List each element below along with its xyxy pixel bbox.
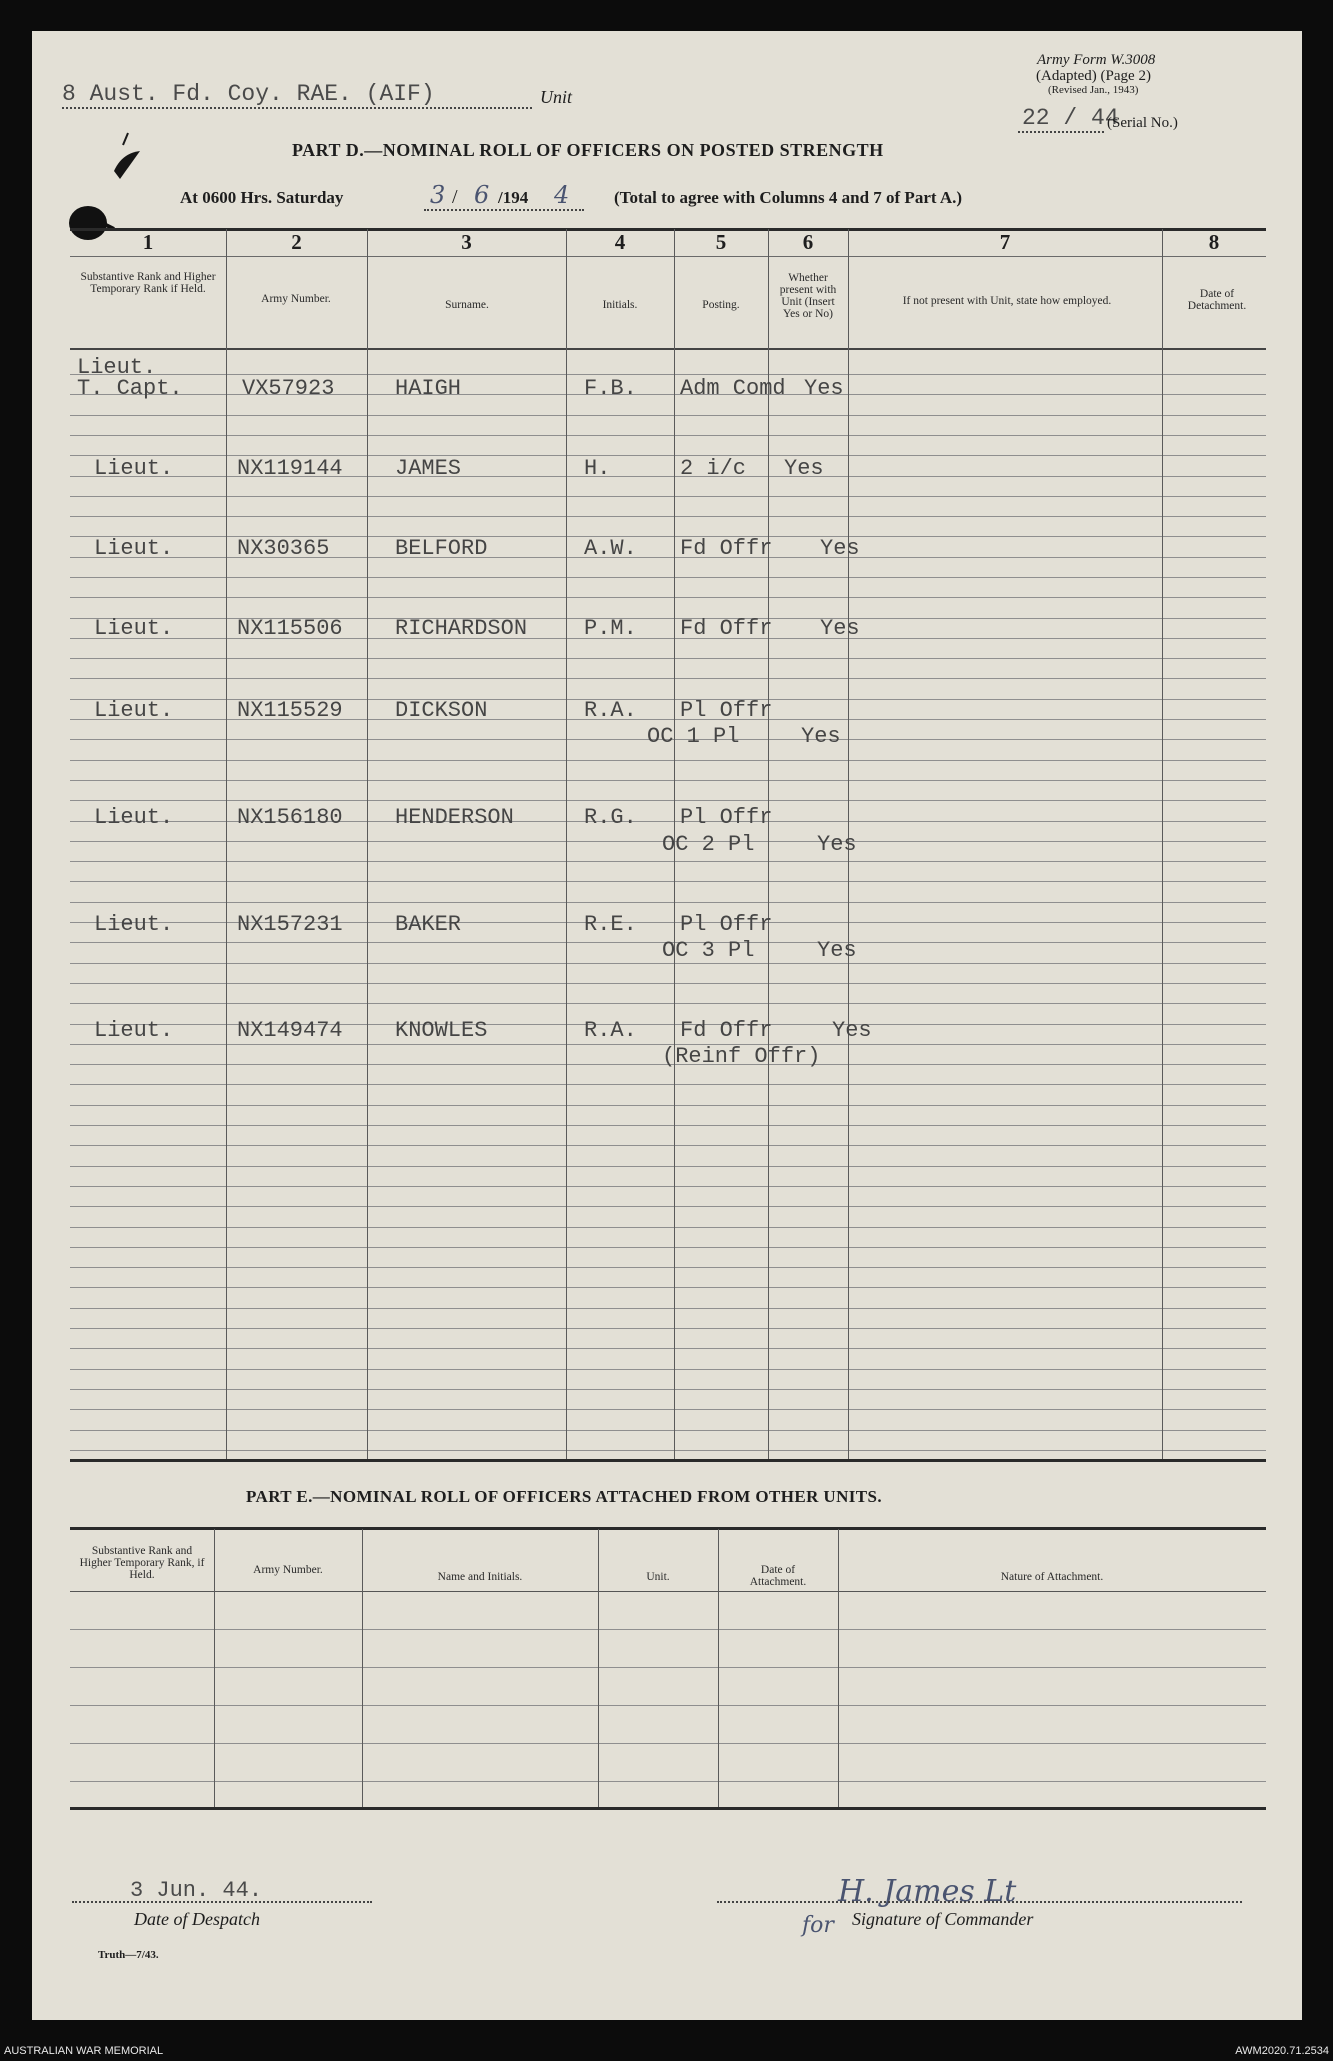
cell-initials: R.G. [584, 805, 637, 830]
col-num-7: 7 [999, 230, 1011, 254]
ruled-line [70, 597, 1266, 598]
part-e-col-sep-b [362, 1529, 363, 1807]
cell-army-number: NX115506 [237, 616, 343, 641]
ruled-line [70, 658, 1266, 659]
col-num-5: 5 [715, 230, 727, 254]
date-year-digit: 4 [554, 181, 570, 209]
part-e-top-rule [70, 1527, 1266, 1530]
cell-posting-detail: (Reinf Offr) [662, 1044, 821, 1069]
ruled-line [70, 1247, 1266, 1248]
cell-rank: Lieut. [94, 805, 174, 830]
cell-initials: P.M. [584, 616, 637, 641]
col-head-surname: Surname. [445, 299, 489, 311]
cell-surname: DICKSON [395, 698, 488, 723]
ruled-line [70, 1743, 1266, 1744]
serial-dotted-line [1018, 131, 1104, 133]
part-d-col-sep-2 [367, 229, 368, 1459]
ruled-line [70, 435, 1266, 436]
cell-rank: Lieut. [94, 536, 174, 561]
ruled-line [70, 1348, 1266, 1349]
ruled-line [70, 496, 1266, 497]
part-d-col-sep-1 [226, 229, 227, 1459]
ruled-line [70, 678, 1266, 679]
date-dotted-line [424, 209, 584, 211]
ruled-line [70, 1369, 1266, 1370]
ruled-line [70, 1629, 1266, 1630]
cell-initials: R.E. [584, 912, 637, 937]
ruled-line [70, 963, 1266, 964]
cell-rank: Lieut. [94, 912, 174, 937]
cell-surname: HENDERSON [395, 805, 514, 830]
ruled-line [70, 1186, 1266, 1187]
ruled-line [70, 780, 1266, 781]
ruled-line [70, 1308, 1266, 1309]
printer-mark: Truth—7/43. [98, 1949, 159, 1961]
part-d-bottom-rule [70, 1459, 1266, 1462]
form-id-line3: (Revised Jan., 1943) [1048, 84, 1139, 96]
part-e-col-rank: Substantive Rank and Higher Temporary Rank, if Held. [79, 1545, 205, 1581]
ruled-line [70, 1003, 1266, 1004]
cell-posting: Fd Offr [680, 1018, 773, 1043]
signature-dotted-line [717, 1901, 1242, 1903]
cell-surname: BAKER [395, 912, 462, 937]
col-num-4: 4 [614, 230, 626, 254]
part-e-col-unit: Unit. [646, 1571, 670, 1583]
cell-surname: BELFORD [395, 536, 488, 561]
serial-value: 22 / 44 [1022, 105, 1119, 131]
unit-dotted-line [62, 107, 532, 109]
cell-posting-detail: OC 1 Pl [647, 724, 740, 749]
cell-posting: Pl Offr [680, 805, 773, 830]
despatch-dotted-line [72, 1901, 372, 1903]
ruled-line [70, 577, 1266, 578]
ruled-line [70, 983, 1266, 984]
cell-posting: Fd Offr [680, 536, 773, 561]
part-e-bottom-rule [70, 1807, 1266, 1810]
cell-present: Yes [804, 376, 844, 401]
footer-left-text: AUSTRALIAN WAR MEMORIAL [4, 2045, 164, 2057]
cell-army-number: NX156180 [237, 805, 343, 830]
cell-initials: A.W. [584, 536, 637, 561]
ruled-line [70, 516, 1266, 517]
ruled-line [70, 861, 1266, 862]
ruled-line [70, 1166, 1266, 1167]
cell-present: Yes [784, 456, 824, 481]
ruled-line [70, 760, 1266, 761]
col-head-rank: Substantive Rank and Higher Temporary Rank if Held. [80, 271, 216, 295]
despatch-label: Date of Despatch [134, 1909, 260, 1929]
col-num-2: 2 [291, 230, 302, 254]
at-line-prefix: At 0600 Hrs. Saturday [180, 188, 344, 207]
cell-posting: Adm Comd [680, 376, 786, 401]
cell-rank-temporary: T. Capt. [77, 376, 183, 401]
ruled-line [70, 415, 1266, 416]
col-head-army-number: Army Number. [261, 293, 331, 305]
cell-surname: RICHARDSON [395, 616, 528, 641]
cell-army-number: NX157231 [237, 912, 343, 937]
unit-label: Unit [540, 87, 573, 107]
cell-present: Yes [820, 616, 860, 641]
cell-surname: HAIGH [395, 376, 462, 401]
part-e-col-sep-c [598, 1529, 599, 1807]
ruled-line [70, 1667, 1266, 1668]
part-e-col-army-number: Army Number. [253, 1564, 323, 1576]
cell-army-number: NX119144 [237, 456, 343, 481]
ruled-line [70, 881, 1266, 882]
cell-initials: F.B. [584, 376, 637, 401]
cell-army-number: NX115529 [237, 698, 343, 723]
col-num-6: 6 [802, 230, 814, 254]
part-e-header-rule [70, 1591, 1266, 1592]
for-annotation: for [802, 1913, 834, 1938]
cell-posting: 2 i/c [680, 456, 747, 481]
ruled-line [70, 1430, 1266, 1431]
serial-label: (Serial No.) [1107, 115, 1178, 131]
date-sep-1: / [452, 186, 458, 208]
ruled-line [70, 1287, 1266, 1288]
footer-right-text: AWM2020.71.2534 [1235, 2045, 1329, 2057]
col-head-detachment: Date of Detachment. [1187, 288, 1247, 312]
col-head-posting: Posting. [702, 299, 740, 311]
ruled-line [70, 1328, 1266, 1329]
cell-present: Yes [820, 536, 860, 561]
form-id-line2: (Adapted) (Page 2) [1036, 68, 1151, 84]
cell-initials: R.A. [584, 698, 637, 723]
signature-label: Signature of Commander [852, 1909, 1034, 1929]
col-num-1: 1 [142, 230, 154, 254]
col-num-3: 3 [461, 230, 472, 254]
unit-value: 8 Aust. Fd. Coy. RAE. (AIF) [62, 81, 435, 107]
cell-army-number: NX149474 [237, 1018, 343, 1043]
ruled-line [70, 1389, 1266, 1390]
cell-initials: H. [584, 456, 611, 481]
ruled-line [70, 1084, 1266, 1085]
ruled-line [70, 1781, 1266, 1782]
ruled-line [70, 1267, 1266, 1268]
col-head-present: Whether present with Unit (Insert Yes or No) [779, 272, 837, 320]
at-line-suffix: (Total to agree with Columns 4 and 7 of Part A.) [614, 188, 963, 207]
part-e-col-nature: Nature of Attachment. [1000, 1571, 1104, 1583]
part-e-col-sep-d [718, 1529, 719, 1807]
commander-signature: H. James Lt [838, 1874, 1017, 1909]
cell-army-number: NX30365 [237, 536, 330, 561]
cell-present: Yes [817, 832, 857, 857]
cell-posting-detail: OC 3 Pl [662, 938, 755, 963]
part-e-col-attach-date: Date of Attachment. [749, 1564, 807, 1588]
part-e-col-sep-a [214, 1529, 215, 1807]
ruled-line [70, 1705, 1266, 1706]
archive-footer [0, 2020, 1333, 2061]
cell-initials: R.A. [584, 1018, 637, 1043]
cell-present: Yes [801, 724, 841, 749]
cell-posting: Pl Offr [680, 912, 773, 937]
col-head-initials: Initials. [602, 299, 638, 311]
colnum-rule [70, 256, 1266, 257]
date-month: 6 [474, 181, 490, 209]
ruled-line [70, 902, 1266, 903]
cell-present: Yes [832, 1018, 872, 1043]
ruled-line [70, 1227, 1266, 1228]
part-d-title: PART D.—NOMINAL ROLL OF OFFICERS ON POSTED STRENGTH [292, 140, 884, 160]
ruled-line [70, 1105, 1266, 1106]
despatch-date-value: 3 Jun. 44. [130, 1878, 263, 1903]
cell-posting: Pl Offr [680, 698, 773, 723]
cell-army-number: VX57923 [242, 376, 335, 401]
part-d-col-sep-3 [566, 229, 567, 1459]
cell-surname: JAMES [395, 456, 462, 481]
part-e-title: PART E.—NOMINAL ROLL OF OFFICERS ATTACHED FROM OTHER UNITS. [246, 1487, 883, 1506]
header-bottom-rule [70, 348, 1266, 350]
ruled-line [70, 1206, 1266, 1207]
part-d-col-sep-5 [768, 229, 769, 1459]
cell-present: Yes [817, 938, 857, 963]
part-d-col-sep-7 [1162, 229, 1163, 1459]
ruled-line [70, 374, 1266, 375]
date-day: 3 [430, 181, 446, 209]
cell-rank: Lieut. [94, 616, 174, 641]
cell-rank: Lieut. [94, 698, 174, 723]
part-e-col-sep-e [838, 1529, 839, 1807]
ruled-line [70, 800, 1266, 801]
form-sheet [32, 31, 1302, 2020]
date-year-prefix: /194 [498, 188, 529, 207]
col-head-employed: If not present with Unit, state how employed. [902, 295, 1112, 307]
cell-surname: KNOWLES [395, 1018, 488, 1043]
col-num-8: 8 [1208, 230, 1220, 254]
cell-rank: Lieut. [94, 456, 174, 481]
cell-rank: Lieut. [77, 355, 157, 380]
ruled-line [70, 1450, 1266, 1451]
cell-posting: Fd Offr [680, 616, 773, 641]
cell-posting-detail: OC 2 Pl [662, 832, 755, 857]
form-id-line1: Army Form W.3008 [1037, 52, 1156, 68]
ruled-line [70, 1409, 1266, 1410]
cell-rank: Lieut. [94, 1018, 174, 1043]
ruled-line [70, 1145, 1266, 1146]
part-e-col-name: Name and Initials. [437, 1571, 523, 1583]
ruled-line [70, 1125, 1266, 1126]
